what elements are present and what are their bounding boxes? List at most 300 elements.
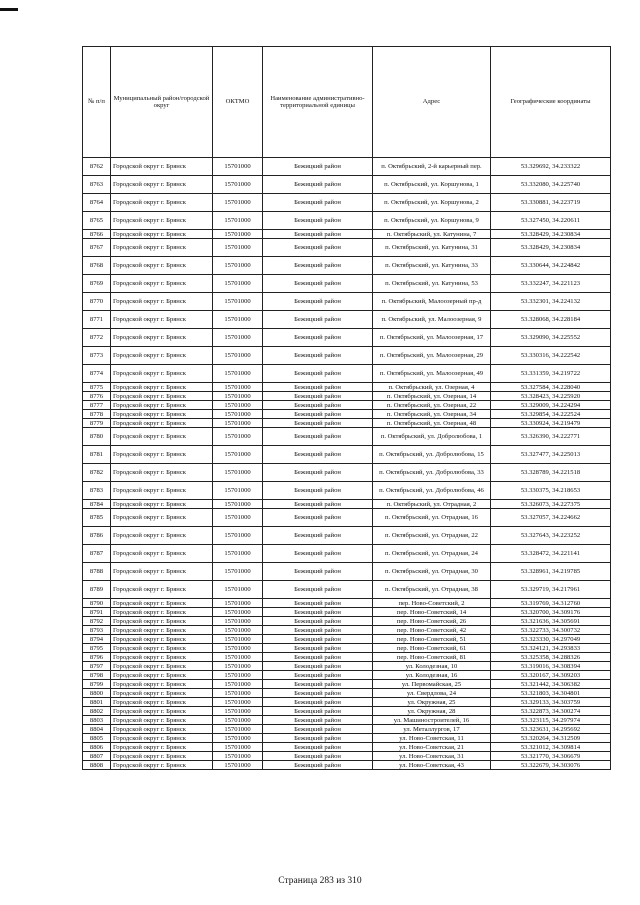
header-municipality: Муниципальный район/городской округ xyxy=(111,47,213,158)
cell-num: 8793 xyxy=(83,626,111,635)
cell-municipality: Городской округ г. Брянск xyxy=(111,257,213,275)
cell-oktmo: 15701000 xyxy=(213,725,263,734)
table-row xyxy=(83,545,611,563)
cell-oktmo: 15701000 xyxy=(213,563,263,581)
cell-address: п. Октябрьский, ул. Озерная, 14 xyxy=(373,392,491,401)
table-row xyxy=(83,626,611,635)
table-row xyxy=(83,743,611,752)
cell-oktmo: 15701000 xyxy=(213,365,263,383)
cell-unit: Бежицкий район xyxy=(263,212,373,230)
cell-unit: Бежицкий район xyxy=(263,509,373,527)
cell-address: пер. Ново-Советский, 51 xyxy=(373,635,491,644)
cell-num: 8794 xyxy=(83,635,111,644)
cell-oktmo: 15701000 xyxy=(213,599,263,608)
header-address: Адрес xyxy=(373,47,491,158)
cell-num: 8807 xyxy=(83,752,111,761)
table-row xyxy=(83,662,611,671)
cell-num: 8798 xyxy=(83,671,111,680)
table-row xyxy=(83,689,611,698)
cell-oktmo: 15701000 xyxy=(213,752,263,761)
cell-coords: 53.329854, 34.222524 xyxy=(491,410,611,419)
cell-oktmo: 15701000 xyxy=(213,311,263,329)
cell-municipality: Городской округ г. Брянск xyxy=(111,563,213,581)
cell-num: 8774 xyxy=(83,365,111,383)
cell-municipality: Городской округ г. Брянск xyxy=(111,401,213,410)
cell-oktmo: 15701000 xyxy=(213,482,263,500)
cell-municipality: Городской округ г. Брянск xyxy=(111,599,213,608)
cell-unit: Бежицкий район xyxy=(263,689,373,698)
cell-address: п. Октябрьский, ул. Малоозерная, 9 xyxy=(373,311,491,329)
cell-municipality: Городской округ г. Брянск xyxy=(111,239,213,257)
cell-municipality: Городской округ г. Брянск xyxy=(111,662,213,671)
register-table xyxy=(82,46,611,770)
cell-num: 8802 xyxy=(83,707,111,716)
cell-municipality: Городской округ г. Брянск xyxy=(111,419,213,428)
cell-unit: Бежицкий район xyxy=(263,716,373,725)
cell-address: п. Октябрьский, ул. Катунина, 33 xyxy=(373,257,491,275)
cell-coords: 53.321012, 34.309814 xyxy=(491,743,611,752)
cell-address: ул. Окружная, 25 xyxy=(373,698,491,707)
cell-unit: Бежицкий район xyxy=(263,158,373,176)
cell-address: п. Октябрьский, 2-й карьерный пер. xyxy=(373,158,491,176)
cell-coords: 53.330924, 34.219479 xyxy=(491,419,611,428)
cell-unit: Бежицкий район xyxy=(263,680,373,689)
cell-unit: Бежицкий район xyxy=(263,311,373,329)
header-unit: Наименование административно-территориальной единицы xyxy=(263,47,373,158)
cell-oktmo: 15701000 xyxy=(213,176,263,194)
table-row xyxy=(83,257,611,275)
cell-num: 8769 xyxy=(83,275,111,293)
cell-address: ул. Окружная, 28 xyxy=(373,707,491,716)
cell-oktmo: 15701000 xyxy=(213,275,263,293)
cell-address: п. Октябрьский, ул. Коршунова, 1 xyxy=(373,176,491,194)
cell-coords: 53.327057, 34.224662 xyxy=(491,509,611,527)
cell-municipality: Городской округ г. Брянск xyxy=(111,329,213,347)
cell-coords: 53.329692, 34.233322 xyxy=(491,158,611,176)
cell-municipality: Городской округ г. Брянск xyxy=(111,635,213,644)
cell-coords: 53.325358, 34.288326 xyxy=(491,653,611,662)
table-row xyxy=(83,176,611,194)
cell-unit: Бежицкий район xyxy=(263,176,373,194)
table-row xyxy=(83,563,611,581)
cell-municipality: Городской округ г. Брянск xyxy=(111,365,213,383)
cell-address: п. Октябрьский, ул. Добролюбова, 1 xyxy=(373,428,491,446)
cell-address: п. Октябрьский, ул. Отрадная, 22 xyxy=(373,527,491,545)
cell-municipality: Городской округ г. Брянск xyxy=(111,626,213,635)
table-row xyxy=(83,698,611,707)
cell-oktmo: 15701000 xyxy=(213,419,263,428)
cell-municipality: Городской округ г. Брянск xyxy=(111,194,213,212)
cell-num: 8808 xyxy=(83,761,111,770)
cell-coords: 53.323115, 34.297974 xyxy=(491,716,611,725)
cell-coords: 53.327477, 34.225013 xyxy=(491,446,611,464)
cell-address: п. Октябрьский, ул. Отрадная, 2 xyxy=(373,500,491,509)
table-row xyxy=(83,716,611,725)
cell-num: 8762 xyxy=(83,158,111,176)
cell-address: ул. Ново-Советская, 11 xyxy=(373,734,491,743)
cell-address: п. Октябрьский, ул. Озерная, 48 xyxy=(373,419,491,428)
corner-mark xyxy=(0,8,18,11)
cell-coords: 53.331359, 34.219722 xyxy=(491,365,611,383)
table-row xyxy=(83,464,611,482)
cell-unit: Бежицкий район xyxy=(263,644,373,653)
cell-coords: 53.327584, 34.228040 xyxy=(491,383,611,392)
cell-address: п. Октябрьский, ул. Озерная, 22 xyxy=(373,401,491,410)
cell-municipality: Городской округ г. Брянск xyxy=(111,761,213,770)
cell-unit: Бежицкий район xyxy=(263,761,373,770)
cell-oktmo: 15701000 xyxy=(213,761,263,770)
cell-num: 8776 xyxy=(83,392,111,401)
cell-coords: 53.329719, 34.217961 xyxy=(491,581,611,599)
cell-unit: Бежицкий район xyxy=(263,275,373,293)
cell-coords: 53.326073, 34.227375 xyxy=(491,500,611,509)
cell-unit: Бежицкий район xyxy=(263,401,373,410)
cell-oktmo: 15701000 xyxy=(213,401,263,410)
cell-num: 8804 xyxy=(83,725,111,734)
cell-coords: 53.328068, 34.228184 xyxy=(491,311,611,329)
cell-address: пер. Ново-Советский, 26 xyxy=(373,617,491,626)
table-row xyxy=(83,581,611,599)
table-row xyxy=(83,347,611,365)
cell-unit: Бежицкий район xyxy=(263,500,373,509)
cell-coords: 53.329090, 34.225552 xyxy=(491,329,611,347)
cell-address: п. Октябрьский, ул. Добролюбова, 33 xyxy=(373,464,491,482)
cell-num: 8796 xyxy=(83,653,111,662)
cell-coords: 53.324121, 34.293833 xyxy=(491,644,611,653)
cell-unit: Бежицкий район xyxy=(263,725,373,734)
cell-oktmo: 15701000 xyxy=(213,383,263,392)
cell-unit: Бежицкий район xyxy=(263,563,373,581)
cell-address: п. Октябрьский, ул. Добролюбова, 15 xyxy=(373,446,491,464)
cell-unit: Бежицкий район xyxy=(263,653,373,662)
cell-oktmo: 15701000 xyxy=(213,257,263,275)
cell-oktmo: 15701000 xyxy=(213,446,263,464)
cell-address: п. Октябрьский, ул. Отрадная, 30 xyxy=(373,563,491,581)
table-row xyxy=(83,365,611,383)
cell-oktmo: 15701000 xyxy=(213,158,263,176)
cell-oktmo: 15701000 xyxy=(213,617,263,626)
cell-unit: Бежицкий район xyxy=(263,428,373,446)
cell-address: ул. Металлургов, 17 xyxy=(373,725,491,734)
cell-coords: 53.319769, 34.312760 xyxy=(491,599,611,608)
cell-address: п. Октябрьский, ул. Коршунова, 2 xyxy=(373,194,491,212)
cell-unit: Бежицкий район xyxy=(263,419,373,428)
cell-coords: 53.330881, 34.223719 xyxy=(491,194,611,212)
cell-municipality: Городской округ г. Брянск xyxy=(111,707,213,716)
cell-oktmo: 15701000 xyxy=(213,671,263,680)
table-row xyxy=(83,725,611,734)
table-row xyxy=(83,410,611,419)
cell-municipality: Городской округ г. Брянск xyxy=(111,752,213,761)
table-row xyxy=(83,401,611,410)
cell-num: 8768 xyxy=(83,257,111,275)
cell-unit: Бежицкий район xyxy=(263,347,373,365)
cell-coords: 53.329133, 34.303759 xyxy=(491,698,611,707)
cell-municipality: Городской округ г. Брянск xyxy=(111,653,213,662)
cell-oktmo: 15701000 xyxy=(213,392,263,401)
cell-address: ул. Колодезная, 10 xyxy=(373,662,491,671)
cell-address: пер. Ново-Советский, 61 xyxy=(373,644,491,653)
table-row xyxy=(83,239,611,257)
cell-address: п. Октябрьский, ул. Катунина, 31 xyxy=(373,239,491,257)
cell-municipality: Городской округ г. Брянск xyxy=(111,230,213,239)
cell-address: п. Октябрьский, ул. Катунина, 7 xyxy=(373,230,491,239)
table-row xyxy=(83,527,611,545)
cell-num: 8805 xyxy=(83,734,111,743)
cell-coords: 53.332247, 34.221123 xyxy=(491,275,611,293)
cell-address: ул. Первомайская, 25 xyxy=(373,680,491,689)
cell-address: п. Октябрьский, ул. Малоозерная, 17 xyxy=(373,329,491,347)
cell-municipality: Городской округ г. Брянск xyxy=(111,509,213,527)
table-row xyxy=(83,680,611,689)
cell-oktmo: 15701000 xyxy=(213,464,263,482)
cell-address: ул. Машиностроителей, 16 xyxy=(373,716,491,725)
table-row xyxy=(83,752,611,761)
cell-coords: 53.320264, 34.312509 xyxy=(491,734,611,743)
table-row xyxy=(83,383,611,392)
cell-coords: 53.328961, 34.219785 xyxy=(491,563,611,581)
table-row xyxy=(83,392,611,401)
cell-oktmo: 15701000 xyxy=(213,212,263,230)
table-header-row xyxy=(83,47,611,158)
cell-unit: Бежицкий район xyxy=(263,257,373,275)
cell-address: п. Октябрьский, ул. Катунина, 53 xyxy=(373,275,491,293)
cell-coords: 53.321636, 34.305691 xyxy=(491,617,611,626)
cell-address: п. Октябрьский, Малоозерный пр-д xyxy=(373,293,491,311)
cell-unit: Бежицкий район xyxy=(263,410,373,419)
cell-oktmo: 15701000 xyxy=(213,653,263,662)
cell-coords: 53.321442, 34.306382 xyxy=(491,680,611,689)
cell-oktmo: 15701000 xyxy=(213,545,263,563)
cell-coords: 53.319016, 34.308394 xyxy=(491,662,611,671)
cell-oktmo: 15701000 xyxy=(213,716,263,725)
cell-unit: Бежицкий район xyxy=(263,329,373,347)
cell-oktmo: 15701000 xyxy=(213,743,263,752)
header-num: № п/п xyxy=(83,47,111,158)
cell-num: 8779 xyxy=(83,419,111,428)
table-row xyxy=(83,212,611,230)
cell-coords: 53.330316, 34.222542 xyxy=(491,347,611,365)
cell-unit: Бежицкий район xyxy=(263,194,373,212)
cell-num: 8788 xyxy=(83,563,111,581)
table-row xyxy=(83,428,611,446)
table-row xyxy=(83,275,611,293)
table-row xyxy=(83,230,611,239)
cell-coords: 53.332080, 34.225740 xyxy=(491,176,611,194)
cell-address: п. Октябрьский, ул. Озерная, 4 xyxy=(373,383,491,392)
cell-coords: 53.322873, 34.300274 xyxy=(491,707,611,716)
cell-address: пер. Ново-Советский, 2 xyxy=(373,599,491,608)
cell-oktmo: 15701000 xyxy=(213,689,263,698)
cell-num: 8795 xyxy=(83,644,111,653)
cell-num: 8791 xyxy=(83,608,111,617)
cell-num: 8783 xyxy=(83,482,111,500)
cell-oktmo: 15701000 xyxy=(213,707,263,716)
table-row xyxy=(83,761,611,770)
table-row xyxy=(83,419,611,428)
table-row xyxy=(83,617,611,626)
cell-unit: Бежицкий район xyxy=(263,581,373,599)
cell-num: 8775 xyxy=(83,383,111,392)
cell-municipality: Городской округ г. Брянск xyxy=(111,734,213,743)
cell-municipality: Городской округ г. Брянск xyxy=(111,410,213,419)
cell-coords: 53.323330, 34.297049 xyxy=(491,635,611,644)
table-row xyxy=(83,509,611,527)
cell-num: 8777 xyxy=(83,401,111,410)
cell-unit: Бежицкий район xyxy=(263,617,373,626)
table-row xyxy=(83,500,611,509)
cell-unit: Бежицкий район xyxy=(263,239,373,257)
cell-num: 8764 xyxy=(83,194,111,212)
cell-oktmo: 15701000 xyxy=(213,581,263,599)
cell-num: 8782 xyxy=(83,464,111,482)
cell-unit: Бежицкий район xyxy=(263,698,373,707)
cell-coords: 53.332301, 34.224132 xyxy=(491,293,611,311)
cell-num: 8801 xyxy=(83,698,111,707)
cell-coords: 53.327450, 34.220611 xyxy=(491,212,611,230)
table-row xyxy=(83,329,611,347)
cell-oktmo: 15701000 xyxy=(213,428,263,446)
cell-coords: 53.327643, 34.223252 xyxy=(491,527,611,545)
cell-municipality: Городской округ г. Брянск xyxy=(111,617,213,626)
cell-municipality: Городской округ г. Брянск xyxy=(111,689,213,698)
table-row xyxy=(83,599,611,608)
cell-oktmo: 15701000 xyxy=(213,230,263,239)
cell-unit: Бежицкий район xyxy=(263,626,373,635)
cell-municipality: Городской округ г. Брянск xyxy=(111,347,213,365)
cell-address: п. Октябрьский, ул. Отрадная, 24 xyxy=(373,545,491,563)
cell-unit: Бежицкий район xyxy=(263,545,373,563)
table-row xyxy=(83,734,611,743)
cell-address: ул. Свердлова, 24 xyxy=(373,689,491,698)
cell-oktmo: 15701000 xyxy=(213,644,263,653)
cell-municipality: Городской округ г. Брянск xyxy=(111,743,213,752)
cell-unit: Бежицкий район xyxy=(263,662,373,671)
cell-num: 8780 xyxy=(83,428,111,446)
table-row xyxy=(83,635,611,644)
cell-address: п. Октябрьский, ул. Отрадная, 16 xyxy=(373,509,491,527)
cell-oktmo: 15701000 xyxy=(213,509,263,527)
cell-municipality: Городской округ г. Брянск xyxy=(111,293,213,311)
cell-unit: Бежицкий район xyxy=(263,482,373,500)
table-body xyxy=(83,158,611,770)
table-row xyxy=(83,671,611,680)
cell-num: 8785 xyxy=(83,509,111,527)
cell-num: 8789 xyxy=(83,581,111,599)
cell-num: 8778 xyxy=(83,410,111,419)
cell-coords: 53.328472, 34.221141 xyxy=(491,545,611,563)
cell-num: 8806 xyxy=(83,743,111,752)
cell-address: п. Октябрьский, ул. Малоозерная, 49 xyxy=(373,365,491,383)
table-row xyxy=(83,482,611,500)
cell-municipality: Городской округ г. Брянск xyxy=(111,698,213,707)
cell-oktmo: 15701000 xyxy=(213,293,263,311)
cell-municipality: Городской округ г. Брянск xyxy=(111,527,213,545)
cell-unit: Бежицкий район xyxy=(263,743,373,752)
cell-municipality: Городской округ г. Брянск xyxy=(111,608,213,617)
cell-oktmo: 15701000 xyxy=(213,239,263,257)
cell-unit: Бежицкий район xyxy=(263,734,373,743)
cell-municipality: Городской округ г. Брянск xyxy=(111,392,213,401)
table-row xyxy=(83,293,611,311)
cell-num: 8773 xyxy=(83,347,111,365)
page-footer: Страница 283 из 310 xyxy=(278,876,362,886)
cell-address: ул. Колодезная, 16 xyxy=(373,671,491,680)
cell-num: 8787 xyxy=(83,545,111,563)
table-row xyxy=(83,644,611,653)
cell-unit: Бежицкий район xyxy=(263,707,373,716)
cell-num: 8763 xyxy=(83,176,111,194)
cell-municipality: Городской округ г. Брянск xyxy=(111,176,213,194)
cell-address: п. Октябрьский, ул. Добролюбова, 46 xyxy=(373,482,491,500)
cell-unit: Бежицкий район xyxy=(263,671,373,680)
cell-municipality: Городской округ г. Брянск xyxy=(111,464,213,482)
cell-coords: 53.330375, 34.218653 xyxy=(491,482,611,500)
cell-unit: Бежицкий район xyxy=(263,383,373,392)
table-row xyxy=(83,194,611,212)
cell-address: пер. Ново-Советский, 14 xyxy=(373,608,491,617)
cell-oktmo: 15701000 xyxy=(213,635,263,644)
cell-address: п. Октябрьский, ул. Озерная, 34 xyxy=(373,410,491,419)
cell-coords: 53.329009, 34.224294 xyxy=(491,401,611,410)
header-coords: Географические координаты xyxy=(491,47,611,158)
cell-address: пер. Ново-Советский, 42 xyxy=(373,626,491,635)
cell-coords: 53.322679, 34.303076 xyxy=(491,761,611,770)
cell-municipality: Городской округ г. Брянск xyxy=(111,545,213,563)
cell-unit: Бежицкий район xyxy=(263,464,373,482)
cell-unit: Бежицкий район xyxy=(263,599,373,608)
table-row xyxy=(83,158,611,176)
table-row xyxy=(83,707,611,716)
cell-municipality: Городской округ г. Брянск xyxy=(111,428,213,446)
cell-municipality: Городской округ г. Брянск xyxy=(111,311,213,329)
cell-coords: 53.326390, 34.222771 xyxy=(491,428,611,446)
cell-address: п. Октябрьский, ул. Малоозерная, 29 xyxy=(373,347,491,365)
cell-num: 8767 xyxy=(83,239,111,257)
cell-municipality: Городской округ г. Брянск xyxy=(111,581,213,599)
cell-unit: Бежицкий район xyxy=(263,392,373,401)
cell-num: 8799 xyxy=(83,680,111,689)
cell-coords: 53.321803, 34.304801 xyxy=(491,689,611,698)
cell-oktmo: 15701000 xyxy=(213,698,263,707)
cell-num: 8770 xyxy=(83,293,111,311)
cell-oktmo: 15701000 xyxy=(213,347,263,365)
cell-municipality: Городской округ г. Брянск xyxy=(111,158,213,176)
cell-num: 8800 xyxy=(83,689,111,698)
cell-unit: Бежицкий район xyxy=(263,446,373,464)
cell-municipality: Городской округ г. Брянск xyxy=(111,680,213,689)
cell-coords: 53.320167, 34.309203 xyxy=(491,671,611,680)
cell-oktmo: 15701000 xyxy=(213,194,263,212)
cell-num: 8797 xyxy=(83,662,111,671)
cell-address: ул. Ново-Советская, 43 xyxy=(373,761,491,770)
cell-num: 8792 xyxy=(83,617,111,626)
cell-unit: Бежицкий район xyxy=(263,293,373,311)
cell-address: ул. Ново-Советская, 21 xyxy=(373,743,491,752)
cell-unit: Бежицкий район xyxy=(263,527,373,545)
cell-coords: 53.328429, 34.230834 xyxy=(491,230,611,239)
table-row xyxy=(83,653,611,662)
cell-num: 8765 xyxy=(83,212,111,230)
cell-num: 8781 xyxy=(83,446,111,464)
cell-oktmo: 15701000 xyxy=(213,329,263,347)
cell-unit: Бежицкий район xyxy=(263,635,373,644)
cell-address: п. Октябрьский, ул. Коршунова, 9 xyxy=(373,212,491,230)
cell-address: пер. Ново-Советский, 81 xyxy=(373,653,491,662)
cell-municipality: Городской округ г. Брянск xyxy=(111,275,213,293)
cell-oktmo: 15701000 xyxy=(213,527,263,545)
cell-municipality: Городской округ г. Брянск xyxy=(111,212,213,230)
